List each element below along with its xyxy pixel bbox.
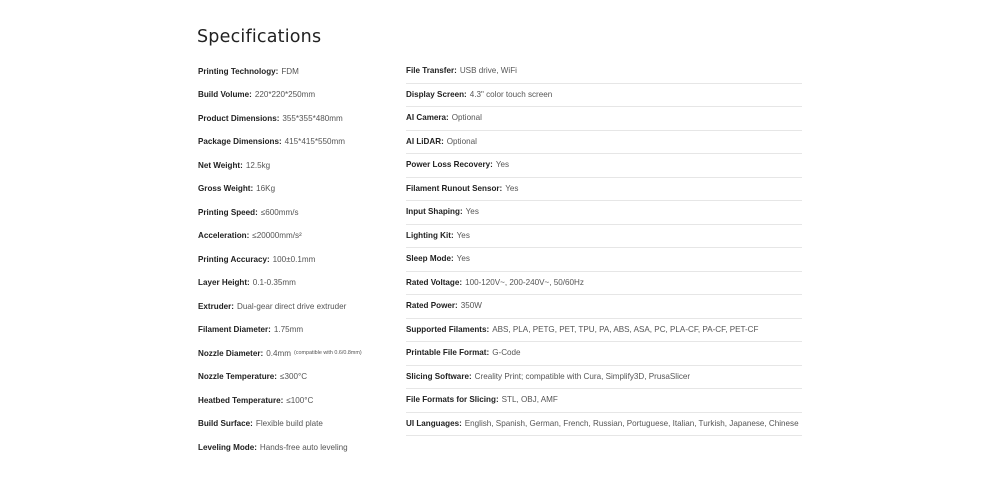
spec-value: Yes [456,230,470,240]
spec-label: Rated Power: [406,301,458,311]
spec-row-extruder [198,295,388,319]
spec-row-nozzle-temperature [198,366,388,390]
spec-label: Filament Diameter: [198,325,271,335]
spec-label: File Transfer: [406,66,457,76]
spec-row-product-dimensions [198,107,388,131]
spec-value: Optional [446,136,477,146]
spec-row-build-volume [198,84,388,108]
spec-value: ABS, PLA, PETG, PET, TPU, PA, ABS, ASA, PC, PLA-CF, PA-CF, PET-CF [492,324,759,334]
spec-row-printing-speed [198,201,388,225]
page-title: Specifications [197,27,322,47]
spec-row-build-surface [198,413,388,437]
spec-row-power-loss-recovery [406,154,802,178]
spec-row-supported-filaments [406,319,802,343]
spec-value: FDM [281,66,299,76]
spec-label: Nozzle Temperature: [198,372,278,382]
spec-row-ui-languages [406,413,802,437]
spec-value: STL, OBJ, AMF [501,395,558,405]
spec-row-sleep-mode [406,248,802,272]
spec-value: Hands-free auto leveling [259,442,348,452]
spec-row-package-dimensions [198,131,388,155]
spec-value: English, Spanish, German, French, Russian, Portuguese, Italian, Turkish, Japanese, Chinese [464,418,799,428]
spec-label: File Formats for Slicing: [406,395,499,405]
spec-label: Nozzle Diameter: [198,348,264,358]
spec-value: G-Code [492,348,521,358]
specs-right-column [406,60,802,436]
spec-value: ≤600mm/s [260,207,299,217]
spec-label: Product Dimensions: [198,113,280,123]
spec-label: Acceleration: [198,231,250,241]
spec-value: Dual-gear direct drive extruder [236,301,347,311]
spec-row-gross-weight [198,178,388,202]
spec-row-printing-accuracy [198,248,388,272]
spec-value: Creality Print; compatible with Cura, Simplify3D, PrusaSlicer [474,371,691,381]
spec-value: 16Kg [256,184,276,194]
spec-value: ≤20000mm/s² [252,231,302,241]
spec-value: Yes [495,160,510,170]
spec-row-heatbed-temperature [198,389,388,413]
spec-label: Slicing Software: [406,371,472,381]
spec-label: Printing Speed: [198,207,258,217]
spec-value: 350W [460,301,482,311]
spec-label: Supported Filaments: [406,324,490,334]
spec-value: Yes [505,183,519,193]
spec-label: Power Loss Recovery: [406,160,493,170]
spec-row-acceleration [198,225,388,249]
specs-left-column [198,60,388,460]
spec-label: Rated Voltage: [406,277,463,287]
spec-label: Package Dimensions: [198,137,282,147]
spec-row-filament-diameter [198,319,388,343]
spec-value: ≤100°C [286,395,314,405]
spec-value: Flexible build plate [255,419,323,429]
spec-value: Yes [465,207,479,217]
spec-row-layer-height [198,272,388,296]
spec-label: Build Volume: [198,90,252,100]
spec-value: USB drive, WiFi [459,66,517,76]
spec-value: 12.5kg [245,160,271,170]
spec-value: 1.75mm [273,325,304,335]
spec-row-net-weight [198,154,388,178]
spec-value: 415*415*550mm [284,137,345,147]
spec-value: 100±0.1mm [272,254,316,264]
spec-label: Leveling Mode: [198,442,257,452]
spec-label: Lighting Kit: [406,230,454,240]
spec-label: Printing Accuracy: [198,254,270,264]
spec-row-ai-lidar [406,131,802,155]
spec-row-input-shaping [406,201,802,225]
spec-label: Input Shaping: [406,207,463,217]
spec-label: Net Weight: [198,160,243,170]
spec-value: 0.1-0.35mm [252,278,296,288]
spec-row-rated-voltage [406,272,802,296]
spec-label: AI Camera: [406,113,449,123]
spec-value: Yes [456,254,470,264]
spec-row-file-transfer [406,60,802,84]
spec-row-display-screen [406,84,802,108]
spec-row-nozzle-diameter [198,342,388,366]
spec-value: 355*355*480mm [282,113,343,123]
spec-label: AI LiDAR: [406,136,444,146]
spec-row-rated-power [406,295,802,319]
spec-row-file-formats-for-slicing [406,389,802,413]
spec-value: 0.4mm [266,348,291,358]
spec-row-leveling-mode [198,436,388,460]
spec-label: UI Languages: [406,418,462,428]
spec-label: Printable File Format: [406,348,490,358]
spec-label: Build Surface: [198,419,253,429]
spec-label: Sleep Mode: [406,254,454,264]
spec-row-slicing-software [406,366,802,390]
spec-label: Gross Weight: [198,184,254,194]
spec-value: 4.3" color touch screen [469,89,553,99]
spec-label: Display Screen: [406,89,467,99]
spec-label: Printing Technology: [198,66,279,76]
spec-value: ≤300°C [280,372,308,382]
spec-row-filament-runout-sensor [406,178,802,202]
spec-row-ai-camera [406,107,802,131]
spec-label: Heatbed Temperature: [198,395,284,405]
spec-value: 100-120V~, 200-240V~, 50/60Hz [465,277,584,287]
spec-row-printing-technology [198,60,388,84]
spec-label: Layer Height: [198,278,250,288]
spec-note: (compatible with 0.6/0.8mm) [293,350,362,357]
spec-label: Filament Runout Sensor: [406,183,503,193]
spec-row-printable-file-format [406,342,802,366]
spec-value: Optional [451,113,482,123]
spec-label: Extruder: [198,301,234,311]
spec-row-lighting-kit [406,225,802,249]
spec-value: 220*220*250mm [254,90,316,100]
